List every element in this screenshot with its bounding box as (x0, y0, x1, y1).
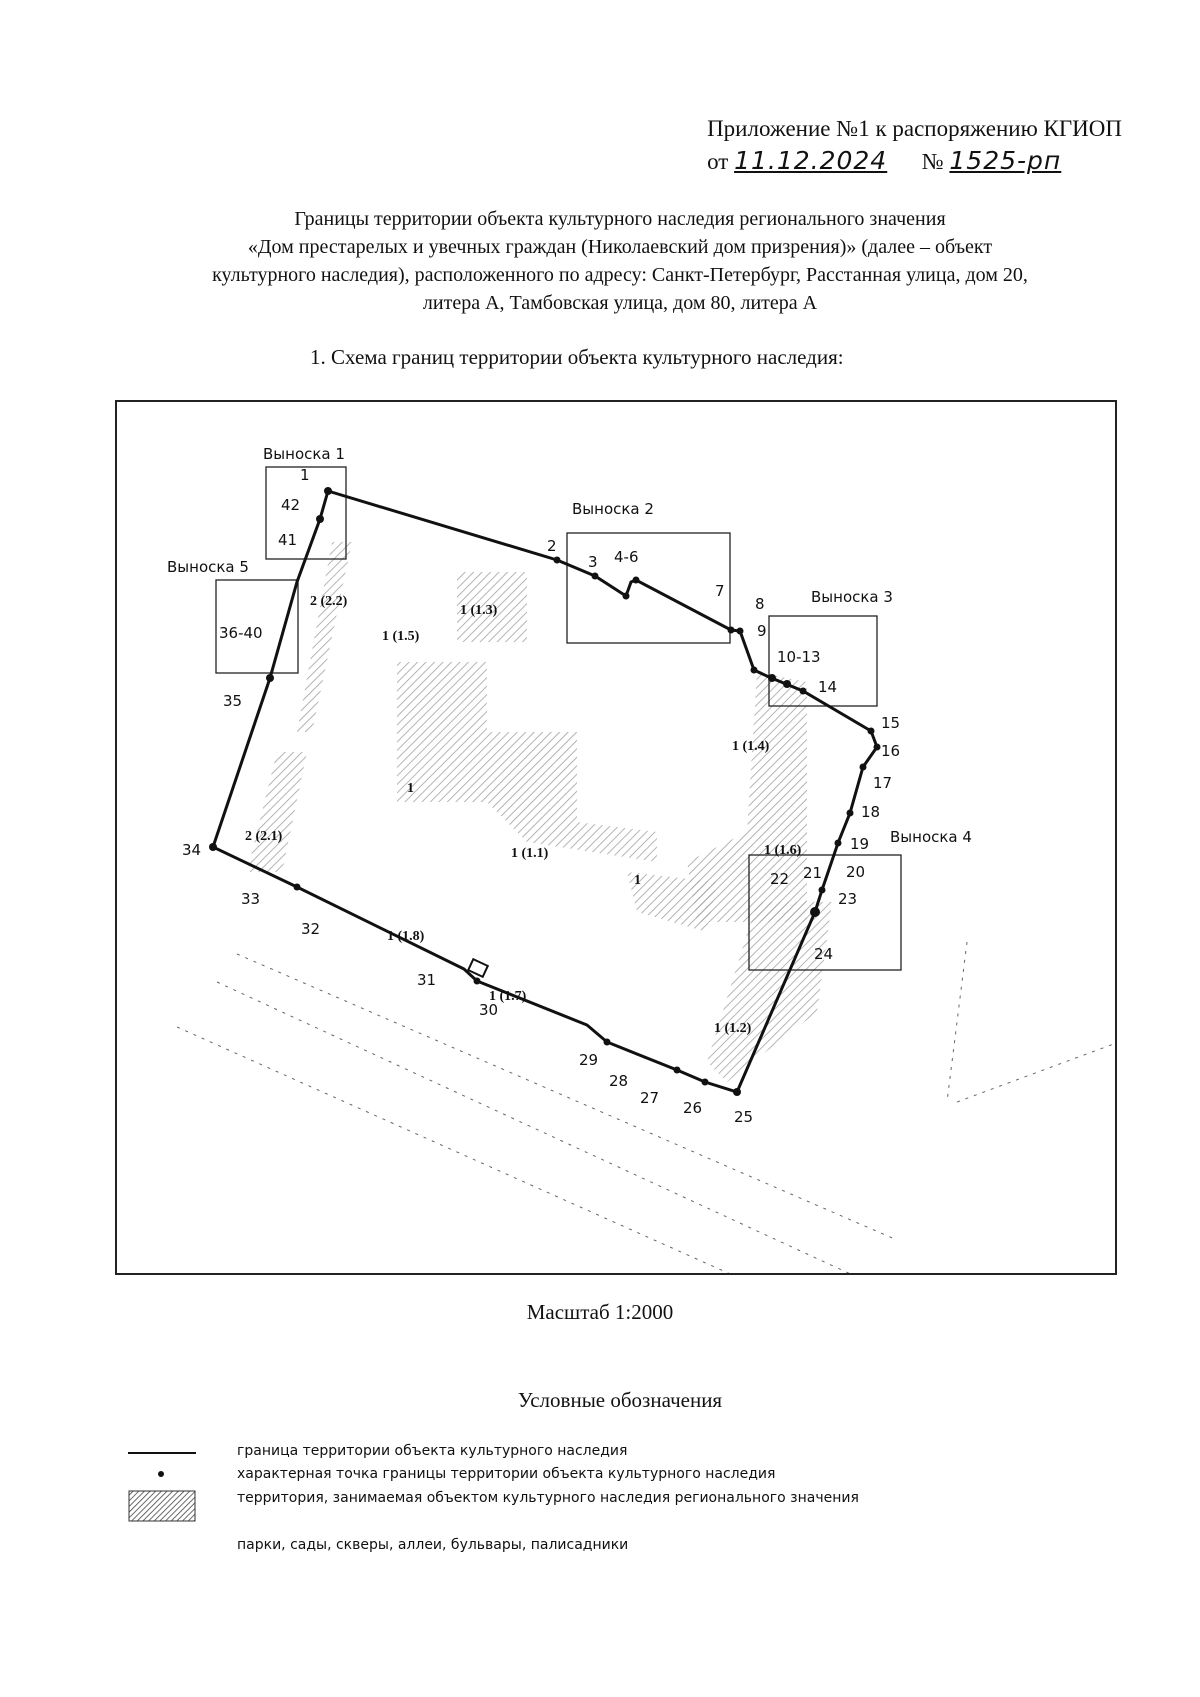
boundary-point (592, 573, 599, 580)
callout-label: Выноска 3 (811, 588, 893, 606)
area-label: 1 (1.2) (714, 1021, 752, 1036)
area-label: 1 (1.7) (489, 989, 527, 1004)
point-label: 36-40 (219, 624, 263, 642)
road-lines (177, 942, 1117, 1275)
point-label: 8 (755, 595, 765, 613)
area-label: 1 (1.6) (764, 843, 802, 858)
point-label: 4-6 (614, 548, 639, 566)
boundary-point (633, 577, 640, 584)
point-label: 27 (640, 1089, 660, 1107)
boundary-point (751, 667, 758, 674)
boundary-point (674, 1067, 681, 1074)
boundary-point (728, 627, 735, 634)
callout-label: Выноска 2 (572, 500, 654, 518)
point-label: 26 (683, 1099, 703, 1117)
point-label: 15 (881, 714, 901, 732)
area-label: 1 (1.4) (732, 739, 770, 754)
point-label: 30 (479, 1001, 499, 1019)
point-label: 1 (300, 466, 310, 484)
point-label: 35 (223, 692, 243, 710)
point-label: 41 (278, 531, 298, 549)
point-label: 17 (873, 774, 893, 792)
point-label: 31 (417, 971, 437, 989)
boundary-point (860, 764, 867, 771)
map-scale: Масштаб 1:2000 (526, 1300, 674, 1324)
area-label: 1 (407, 781, 414, 796)
boundary-point (810, 907, 820, 917)
number-prefix: № (921, 149, 944, 174)
point-label: 7 (715, 582, 725, 600)
point-label: 16 (881, 742, 901, 760)
boundary-point (604, 1039, 611, 1046)
legend-hatch-symbol (128, 1490, 198, 1522)
area-label: 1 (1.3) (460, 603, 498, 618)
boundary-point (737, 628, 744, 635)
title-line: литера А, Тамбовская улица, дом 80, литера А (422, 292, 818, 314)
point-label: 28 (609, 1072, 629, 1090)
order-line (707, 145, 1122, 178)
point-label: 3 (588, 553, 598, 571)
legend-item: граница территории объекта культурного наследия (237, 1443, 628, 1459)
boundary-point (324, 487, 332, 495)
legend-line-symbol (128, 1452, 196, 1454)
point-label: 19 (850, 835, 870, 853)
boundary-point (783, 680, 791, 688)
legend-point-symbol (158, 1471, 164, 1477)
point-label: 24 (814, 945, 834, 963)
point-label: 20 (846, 863, 866, 881)
boundary-point (847, 810, 854, 817)
legend-item: парки, сады, скверы, аллеи, бульвары, палисадники (237, 1537, 629, 1553)
title-line: культурного наследия), расположенного по адресу: Санкт-Петербург, Расстанная улица, дом 20, (212, 264, 1028, 286)
map-canvas (117, 402, 1117, 1275)
heritage-area-hatch (247, 542, 832, 1082)
boundary-point (316, 515, 324, 523)
point-label: 10-13 (777, 648, 821, 666)
boundary-point (874, 744, 881, 751)
boundary-point (266, 674, 274, 682)
area-label: 1 (1.8) (387, 929, 425, 944)
document-title (100, 205, 1140, 317)
document-header (707, 113, 1122, 178)
point-label: 14 (818, 678, 838, 696)
point-label: 25 (734, 1108, 754, 1126)
date-prefix: от (707, 149, 729, 174)
boundary-point (800, 688, 807, 695)
area-label: 2 (2.2) (310, 594, 348, 609)
point-label: 29 (579, 1051, 599, 1069)
appendix-line: Приложение №1 к распоряжению КГИОП (707, 116, 1122, 141)
legend-item: характерная точка границы территории объекта культурного наследия (237, 1466, 776, 1482)
title-line: «Дом престарелых и увечных граждан (Николаевский дом призрения)» (далее – объект (247, 236, 993, 258)
boundary-point (835, 840, 842, 847)
legend-item: территория, занимаемая объектом культурного наследия регионального значения (237, 1490, 859, 1506)
boundary-map (115, 400, 1117, 1275)
boundary-point (733, 1088, 741, 1096)
order-number: 1525-рп (949, 146, 1062, 175)
boundary-point (474, 978, 481, 985)
point-label: 21 (803, 864, 823, 882)
boundary-point (868, 728, 875, 735)
point-label: 23 (838, 890, 858, 908)
area-label: 2 (2.1) (245, 829, 283, 844)
callout-label: Выноска 1 (263, 445, 345, 463)
boundary-point (554, 557, 561, 564)
callout-label: Выноска 5 (167, 558, 249, 576)
area-label: 1 (634, 873, 641, 888)
boundary-point (819, 887, 826, 894)
point-label: 2 (547, 537, 557, 555)
boundary-point (768, 674, 776, 682)
boundary-point (294, 884, 301, 891)
callout-label: Выноска 4 (890, 828, 972, 846)
point-label: 42 (281, 496, 301, 514)
boundary-point (209, 843, 217, 851)
point-label: 9 (757, 622, 767, 640)
point-label: 34 (182, 841, 202, 859)
title-line: Границы территории объекта культурного наследия регионального значения (294, 208, 946, 230)
point-label: 33 (241, 890, 261, 908)
boundary-point (623, 593, 630, 600)
section-heading: 1. Схема границ территории объекта культурного наследия: (310, 345, 844, 369)
area-label: 1 (1.1) (511, 846, 549, 861)
legend-title: Условные обозначения (517, 1388, 723, 1412)
point-label: 22 (770, 870, 790, 888)
point-label: 18 (861, 803, 881, 821)
point-label: 32 (301, 920, 321, 938)
order-date: 11.12.2024 (734, 146, 888, 175)
boundary-point (702, 1079, 709, 1086)
area-label: 1 (1.5) (382, 629, 420, 644)
